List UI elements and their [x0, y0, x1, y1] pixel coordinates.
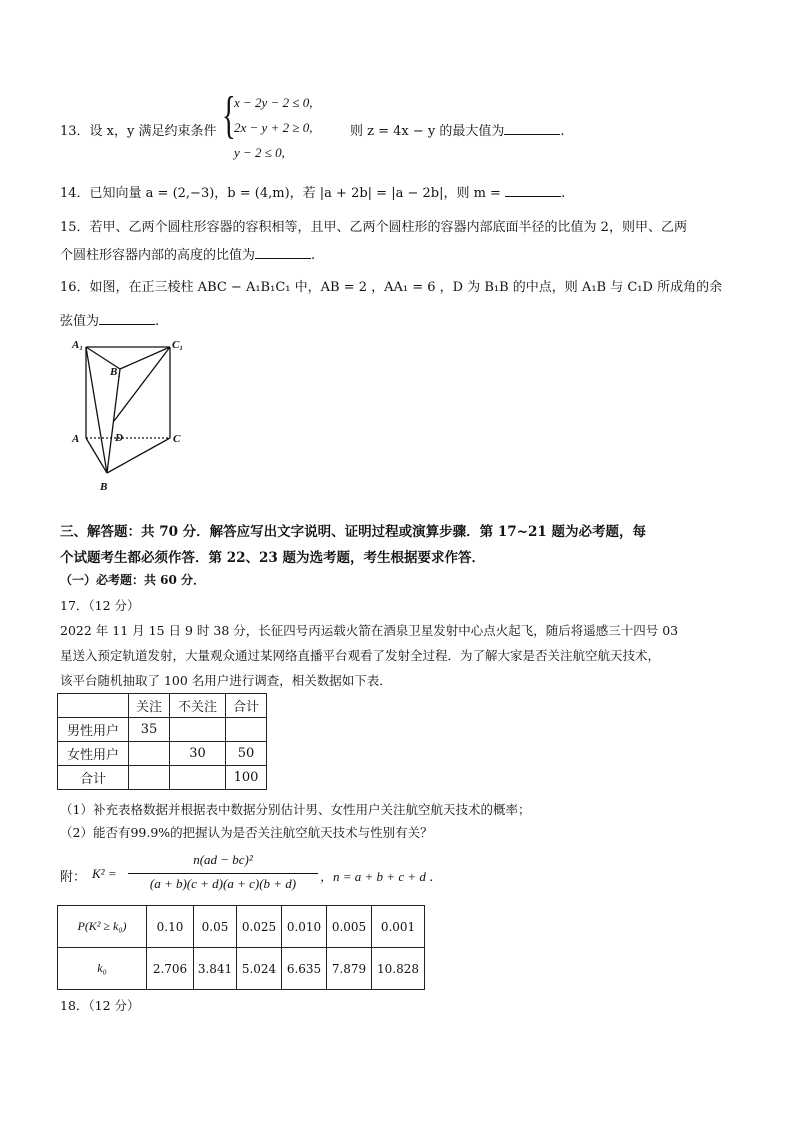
q13-prefix: 13．设 x，y 满足约束条件 — [60, 124, 217, 139]
q15-line1: 15．若甲、乙两个圆柱形容器的容积相等，且甲、乙两个圆柱形的容器内部底面半径的比值为 2，则甲、乙两 — [60, 220, 687, 235]
label-a: A — [72, 433, 80, 445]
formula-denominator: (a + b)(c + d)(a + c)(b + d) — [149, 876, 297, 891]
q13-constraint-1: x − 2y − 2 ≤ 0, — [234, 95, 313, 110]
formula-n: ，n = a + b + c + d ． — [320, 869, 443, 884]
q17-ask2: （2）能否有99.9%的把握认为是否关注航空航天技术与性别有关？ — [60, 825, 433, 840]
edge-b1-b — [107, 369, 120, 473]
brace-icon: { — [222, 87, 236, 144]
q17-header: 17．（12 分） — [60, 598, 140, 613]
edge-b1-c1 — [120, 347, 170, 369]
table-row: k₀ 2.706 3.841 5.024 6.635 7.879 10.828 — [58, 948, 425, 990]
q18-header: 18．（12 分） — [60, 998, 140, 1013]
survey-table — [57, 693, 267, 790]
label-c: C — [173, 433, 181, 445]
table-row: 合计 100 — [58, 766, 267, 790]
section3-sub: （一）必考题：共 60 分． — [60, 573, 206, 587]
q13-constraint-3: y − 2 ≤ 0, — [234, 145, 285, 160]
segment-c1-d — [114, 347, 170, 421]
section3-line2: 个试题考生都必须作答．第 22、23 题为选考题，考生根据要求作答． — [60, 550, 485, 566]
q16-line2: 弦值为 . — [60, 314, 160, 329]
label-d: D — [115, 432, 123, 444]
appendix-label: 附： — [60, 870, 87, 885]
q14-text: 14．已知向量 a = (2,−3)，b = (4,m)，若 |a + 2b| = |a − 2b|，则 m = . — [60, 186, 566, 201]
label-a1: A₁ — [72, 339, 84, 351]
label-b: B — [100, 481, 108, 493]
q17-ask1: （1）补充表格数据并根据表中数据分别估计男、女性用户关注航空航天技术的概率； — [60, 802, 531, 817]
prism-figure — [60, 330, 200, 515]
table-row: 关注 不关注 合计 — [58, 694, 267, 718]
table-row: P(K² ≥ k₀) 0.10 0.05 0.025 0.010 0.005 0.001 — [58, 906, 425, 948]
fraction-line — [128, 873, 318, 874]
label-b1: B₁ — [110, 366, 122, 378]
label-c1: C₁ — [172, 339, 184, 351]
q16-line1: 16．如图，在正三棱柱 ABC − A₁B₁C₁ 中，AB = 2 ，AA₁ = 6 ，D 为 B₁B 的中点，则 A₁B 与 C₁D 所成角的余 — [60, 280, 723, 295]
formula-lhs: K² = — [92, 866, 117, 881]
segment-a1-b — [86, 347, 107, 473]
table-row: 男性用户 35 — [58, 718, 267, 742]
table-row: 女性用户 30 50 — [58, 742, 267, 766]
section3-line1: 三、解答题：共 70 分．解答应写出文字说明、证明过程或演算步骤．第 17~21 题为必考题，每 — [60, 524, 646, 540]
q13-suffix: 则 z = 4x − y 的最大值为 . — [350, 124, 565, 139]
q17-p1: 2022 年 11 月 15 日 9 时 38 分，长征四号丙运载火箭在酒泉卫星发射中心点火起飞，随后将遥感三十四号 03 — [60, 623, 679, 638]
critical-value-table — [57, 905, 425, 990]
q17-p2: 星送入预定轨道发射，大量观众通过某网络直播平台观看了发射全过程．为了解大家是否关注航空航天技术， — [60, 648, 661, 663]
q17-p3: 该平台随机抽取了 100 名用户进行调查，相关数据如下表． — [60, 673, 392, 688]
q13-constraint-2: 2x − y + 2 ≥ 0, — [234, 120, 313, 135]
q15-line2: 个圆柱形容器内部的高度的比值为 . — [60, 248, 316, 263]
formula-numerator: n(ad − bc)² — [193, 852, 253, 867]
